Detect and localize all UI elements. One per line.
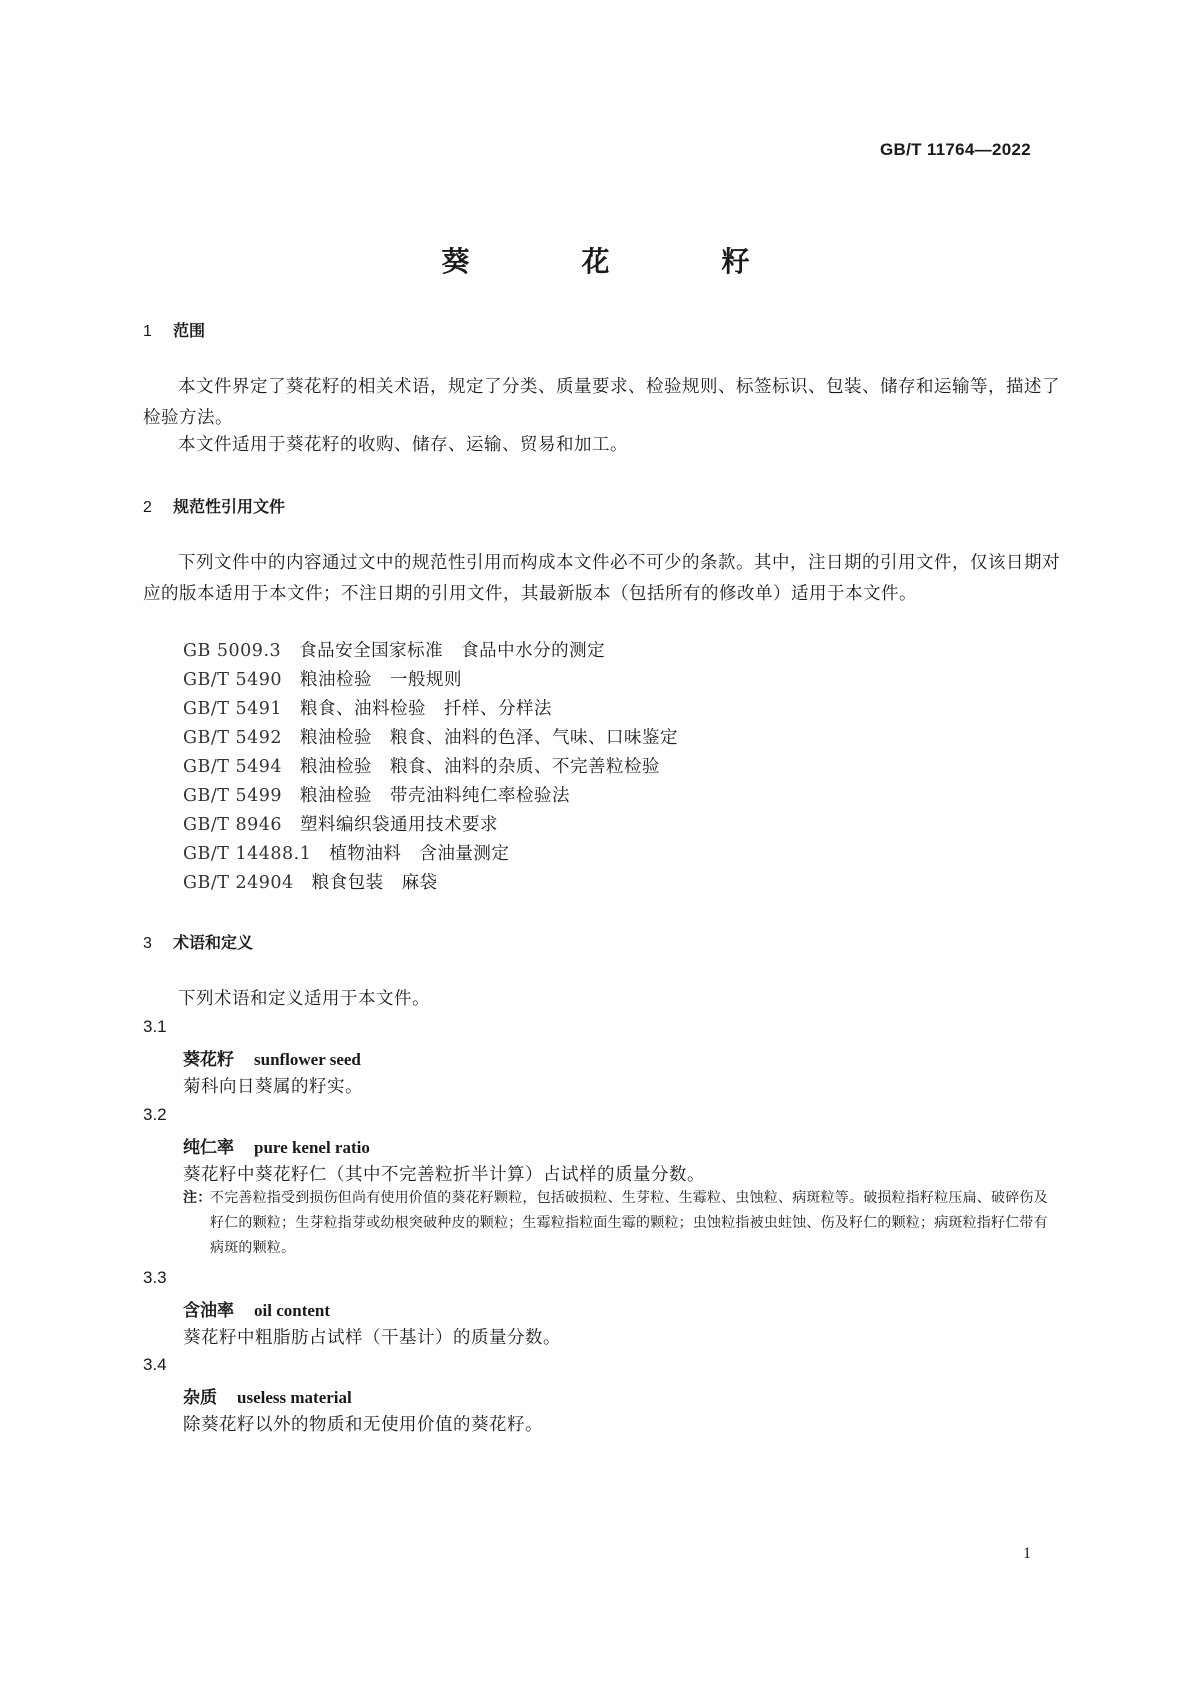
term-definition: 葵花籽中葵花籽仁（其中不完善粒折半计算）占试样的质量分数。 (183, 1165, 705, 1185)
document-title: 葵 花 籽 (441, 245, 792, 278)
paragraph: 本文件界定了葵花籽的相关术语，规定了分类、质量要求、检验规则、标签标识、包装、储存和运输等，描述了检验方法。 (143, 377, 1060, 428)
term-definition: 除葵花籽以外的物质和无使用价值的葵花籽。 (183, 1415, 543, 1435)
term-en: pure kenel ratio (254, 1138, 370, 1157)
section-title: 规范性引用文件 (173, 497, 286, 516)
term-note (183, 1186, 1060, 1261)
reference-item (183, 637, 605, 662)
reference-title: 塑料编织袋通用技术要求 (300, 815, 499, 835)
reference-item (183, 724, 678, 749)
term-name (183, 1133, 370, 1158)
reference-title: 食品安全国家标准 食品中水分的测定 (299, 641, 606, 661)
reference-code: GB/T 8946 (183, 815, 283, 835)
section-2-heading (143, 494, 285, 517)
note-label: 注： (183, 1190, 212, 1206)
standard-code: GB/T 11764—2022 (880, 140, 1031, 159)
paragraph: 本文件适用于葵花籽的收购、储存、运输、贸易和加工。 (178, 435, 628, 455)
paragraph: 下列术语和定义适用于本文件。 (178, 989, 430, 1009)
term-name (183, 1296, 330, 1321)
note-body: 不完善粒指受到损伤但尚有使用价值的葵花籽颗粒，包括破损粒、生芽粒、生霉粒、虫蚀粒、病斑粒等。破损粒指籽粒压扁、破碎伤及籽仁的颗粒；生芽粒指芽或幼根突破种皮的颗粒；生霉粒指粒面生霉的颗粒；虫蚀粒指被虫蛀蚀、伤及籽仁的颗粒；病斑粒指籽仁带有病斑的颗粒。 (210, 1190, 1048, 1256)
reference-title: 粮油检验 粮食、油料的色泽、气味、口味鉴定 (300, 728, 679, 748)
term-en: oil content (254, 1301, 331, 1320)
section-title: 范围 (173, 321, 206, 340)
section-number: 1 (143, 323, 152, 340)
reference-item (183, 811, 498, 836)
term-number: 3.4 (143, 1355, 167, 1374)
reference-title: 粮油检验 一般规则 (300, 670, 463, 690)
reference-code: GB 5009.3 (183, 641, 282, 661)
reference-code: GB/T 5499 (183, 786, 283, 806)
reference-title: 粮食、油料检验 扦样、分样法 (300, 699, 553, 719)
reference-code: GB/T 5491 (183, 699, 283, 719)
reference-item (183, 840, 509, 865)
page-number: 1 (1023, 1545, 1031, 1562)
term-en: useless material (237, 1388, 352, 1407)
term-number: 3.3 (143, 1268, 167, 1287)
reference-code: GB/T 5490 (183, 670, 283, 690)
term-zh: 葵花籽 (183, 1050, 234, 1070)
reference-item (183, 695, 552, 720)
term-number: 3.2 (143, 1105, 167, 1124)
reference-code: GB/T 5494 (183, 757, 283, 777)
paragraph: 下列文件中的内容通过文中的规范性引用而构成本文件必不可少的条款。其中，注日期的引用文件，仅该日期对应的版本适用于本文件；不注日期的引用文件，其最新版本（包括所有的修改单）适用于本文件。 (143, 553, 1060, 604)
section-number: 2 (143, 499, 152, 516)
reference-title: 植物油料 含油量测定 (329, 844, 510, 864)
reference-title: 粮油检验 粮食、油料的杂质、不完善粒检验 (300, 757, 661, 777)
reference-code: GB/T 14488.1 (183, 844, 312, 864)
term-zh: 杂质 (183, 1388, 217, 1408)
reference-code: GB/T 24904 (183, 873, 294, 893)
term-zh: 含油率 (183, 1301, 234, 1321)
reference-item (183, 666, 462, 691)
term-zh: 纯仁率 (183, 1138, 234, 1158)
section-3-heading (143, 930, 253, 953)
term-definition: 葵花籽中粗脂肪占试样（干基计）的质量分数。 (183, 1328, 561, 1348)
section-title: 术语和定义 (173, 933, 254, 952)
term-name (183, 1383, 352, 1408)
section-1-heading (143, 318, 205, 341)
reference-code: GB/T 5492 (183, 728, 283, 748)
section-number: 3 (143, 935, 152, 952)
reference-item (183, 869, 438, 894)
term-name (183, 1045, 361, 1070)
term-definition: 菊科向日葵属的籽实。 (183, 1077, 363, 1097)
term-en: sunflower seed (254, 1050, 361, 1069)
reference-title: 粮食包装 麻袋 (311, 873, 438, 893)
reference-title: 粮油检验 带壳油料纯仁率检验法 (300, 786, 571, 806)
term-number: 3.1 (143, 1017, 167, 1036)
reference-item (183, 753, 660, 778)
reference-item (183, 782, 570, 807)
